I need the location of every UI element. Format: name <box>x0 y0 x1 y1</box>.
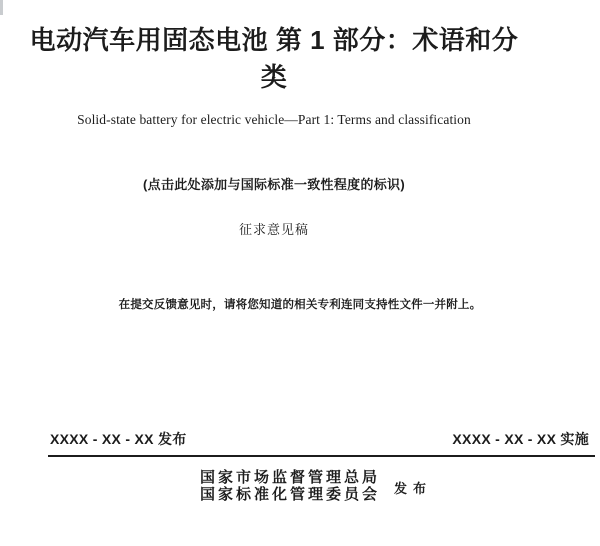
scan-edge-artifact <box>0 0 3 15</box>
publish-action-label: 发布 <box>394 480 433 496</box>
patent-notice: 在提交反馈意见时，请将您知道的相关专利连同支持性文件一并附上。 <box>118 299 482 311</box>
publisher-name-1: 国家市场监督管理总局 <box>200 470 381 486</box>
release-date: XXXX - XX - XX 发布 <box>50 431 187 447</box>
title-line-1: 电动汽车用固态电池 第 1 部分：术语和分 <box>29 25 519 55</box>
title-line-2: 类 <box>260 62 288 92</box>
consistency-placeholder[interactable]: (点击此处添加与国际标准一致性程度的标识) <box>143 177 405 192</box>
draft-stage-label: 征求意见稿 <box>238 222 309 237</box>
implementation-date: XXXX - XX - XX 实施 <box>452 431 589 447</box>
footer-divider <box>48 455 595 457</box>
publisher-names <box>200 470 380 504</box>
publisher-name-2: 国家标准化管理委员会 <box>200 487 381 503</box>
page-title <box>0 22 548 96</box>
dates-row <box>0 429 600 449</box>
publisher-block <box>200 470 432 504</box>
english-title: Solid-state battery for electric vehicle—Part 1: Terms and classification <box>77 112 471 127</box>
